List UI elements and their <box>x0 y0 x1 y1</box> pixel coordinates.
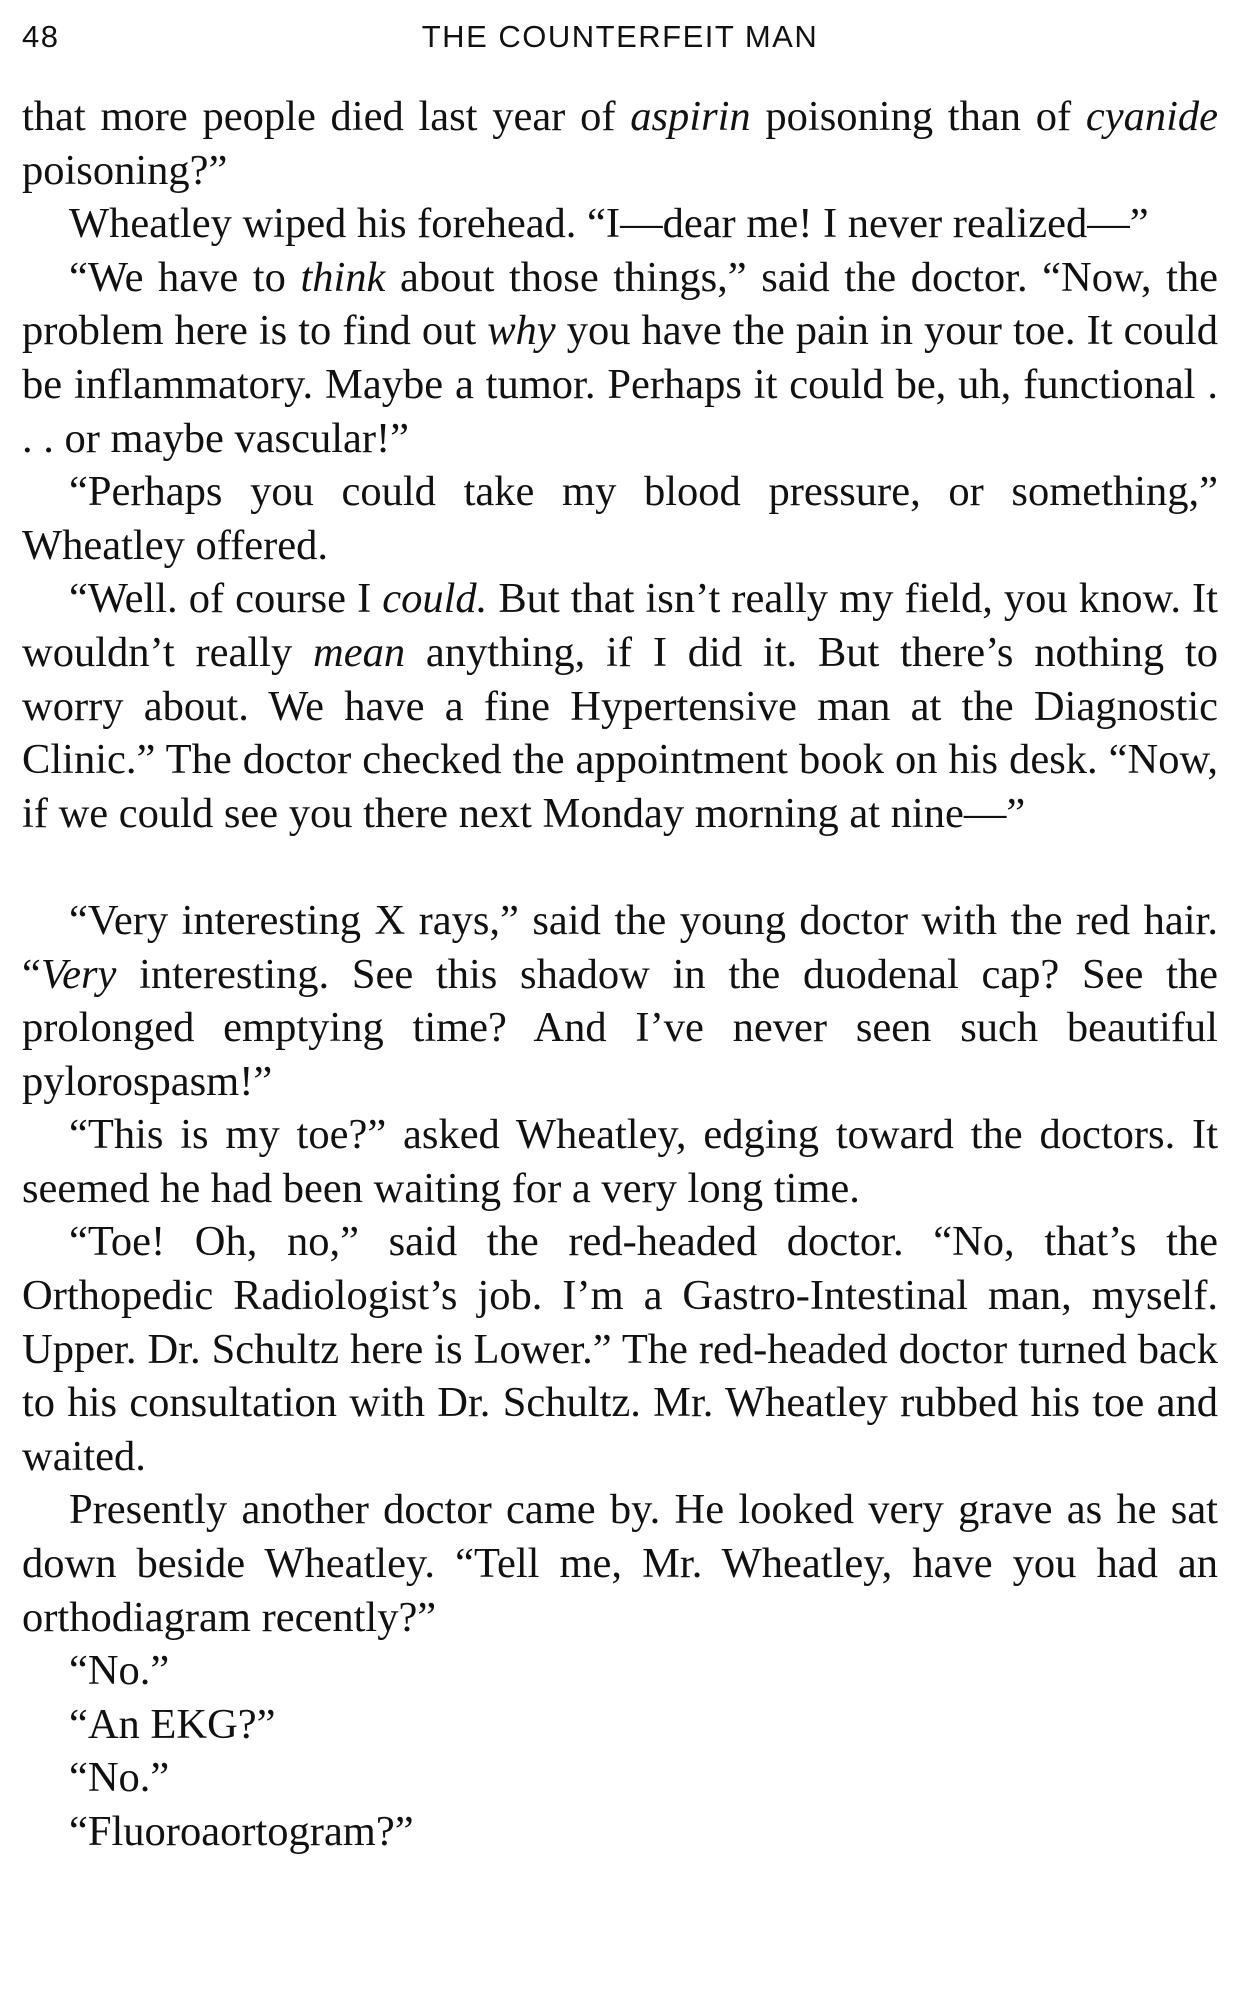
paragraph: Wheatley wiped his forehead. “I—dear me! I never realized—” <box>69 200 1149 248</box>
text-run: interesting. See this shadow in the duodenal cap? See the prolonged emptying time? And I’ve never seen such beautiful pylorospasm!” <box>22 950 1218 1105</box>
italic-text: aspirin <box>630 93 751 140</box>
paragraph <box>22 572 1218 840</box>
italic-text: think <box>300 253 386 301</box>
text-run: anything, if I did it. But there’s nothing to worry about. We have a fine Hypertensive man at the Diagnostic Clinic.” The doctor checked the appointment book on his desk. “Now, if we could see you there next Monday morning at nine—” <box>22 628 1218 837</box>
paragraph: “This is my toe?” asked Wheatley, edging toward the doctors. It seemed he had been waiting for a very long time. <box>22 1111 1218 1212</box>
book-page <box>22 14 1218 1859</box>
italic-text: cyanide <box>1085 93 1219 140</box>
paragraph <box>22 894 1218 1108</box>
paragraph <box>22 251 1218 465</box>
book-title: THE COUNTERFEIT MAN <box>421 19 819 54</box>
text-run: about those things,” said the doctor. “Now, the problem here is to find out <box>22 253 1219 355</box>
paragraph: “An EKG?” <box>69 1700 276 1748</box>
text-run: poisoning than of <box>750 93 1086 140</box>
text-run: poisoning?” <box>22 146 228 194</box>
italic-text: Very <box>40 950 117 998</box>
italic-text: why <box>487 307 556 355</box>
text-run: “We have to <box>69 253 301 301</box>
text-run: But that isn’t really my field, you know. It wouldn’t really <box>22 575 1218 676</box>
paragraph-continued <box>22 90 1218 197</box>
paragraph: Presently another doctor came by. He looked very grave as he sat down beside Wheatley. “Tell me, Mr. Wheatley, have you had an orthodiagram recently?” <box>22 1486 1218 1641</box>
italic-text: mean <box>313 628 406 676</box>
paragraph: “Toe! Oh, no,” said the red-headed doctor. “No, that’s the Orthopedic Radiologist’s job. I’m a Gastro-Intestinal man, myself. Upper. Dr. Schultz here is Lower.” The red-headed doctor turned back to his consultation with Dr. Schultz. Mr. Wheatley rubbed his toe and waited. <box>22 1218 1218 1480</box>
paragraph: “Fluoroaortogram?” <box>69 1808 414 1855</box>
section-break <box>22 840 1218 894</box>
text-run: you have the pain in your toe. It could be inflammatory. Maybe a tumor. Perhaps it could be, uh, functional . . . or maybe vascular!” <box>22 307 1218 462</box>
paragraph: “No.” <box>69 1754 170 1802</box>
text-run: “Very interesting X rays,” said the young doctor with the red hair. “ <box>22 896 1218 998</box>
italic-text: could. <box>382 575 488 623</box>
page-number: 48 <box>22 19 60 54</box>
paragraph: “No.” <box>69 1647 170 1695</box>
paragraph: “Perhaps you could take my blood pressure, or something,” Wheatley offered. <box>22 468 1218 569</box>
body-text <box>22 90 1218 1859</box>
text-run: that more people died last year of <box>22 93 631 140</box>
text-run: “Well. of course I <box>69 575 383 623</box>
running-head <box>22 14 1218 60</box>
